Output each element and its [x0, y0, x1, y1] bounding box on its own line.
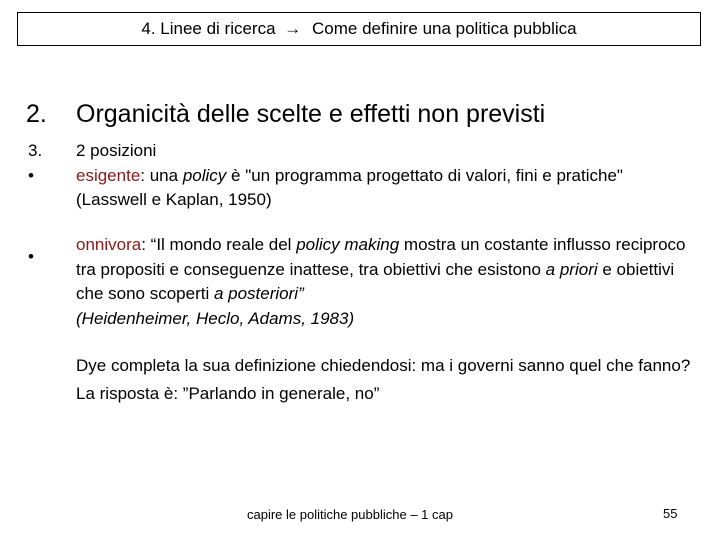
header-topic-label: Come definire una politica pubblica [312, 19, 577, 38]
list-number: 3. [28, 141, 43, 160]
footer-caption: capire le politiche pubbliche – 1 cap [247, 507, 453, 522]
slide-title [26, 98, 545, 130]
arrow-right-icon: → [284, 19, 302, 38]
page-number: 55 [663, 506, 678, 521]
term-onnivora: onnivora [76, 235, 142, 254]
list-item-onnivora [76, 233, 686, 331]
text-fragment: è "un programma progettato di valori, fini e pratiche" (Lasswell e Kaplan, 1950) [76, 166, 623, 209]
text-fragment: e obiettivi che sono scoperti [76, 259, 675, 303]
text-fragment: mostra un costante influsso reciproco tra propositi e conseguenze inattese, tra obiettivi che esistono [76, 235, 686, 279]
bullet-icon: • [28, 166, 34, 185]
dye-paragraph: Dye completa la sua definizione chiedendosi: ma i governi sanno quel che fanno? La risposta è: ”Parlando in generale, no” [76, 356, 691, 403]
term-esigente: esigente [76, 166, 141, 185]
slide-title-number: 2. [26, 100, 47, 128]
italic-policy-making: policy making [296, 235, 400, 254]
slide-header [17, 12, 701, 46]
citation: (Heidenheimer, Heclo, Adams, 1983) [76, 308, 355, 328]
text-fragment: : “Il mondo reale del [141, 235, 297, 254]
italic-a-posteriori: a posteriori” [213, 284, 304, 303]
text-fragment: : una [140, 166, 183, 185]
slide-title-text: Organicità delle scelte e effetti non previsti [76, 100, 546, 128]
italic-policy: policy [182, 166, 227, 185]
list-item-text [76, 164, 676, 212]
header-section-label: 4. Linee di ricerca [141, 19, 276, 38]
list-item-text: 2 posizioni [76, 141, 157, 160]
italic-a-priori: a priori [545, 259, 598, 279]
bullet-icon: • [28, 247, 34, 266]
